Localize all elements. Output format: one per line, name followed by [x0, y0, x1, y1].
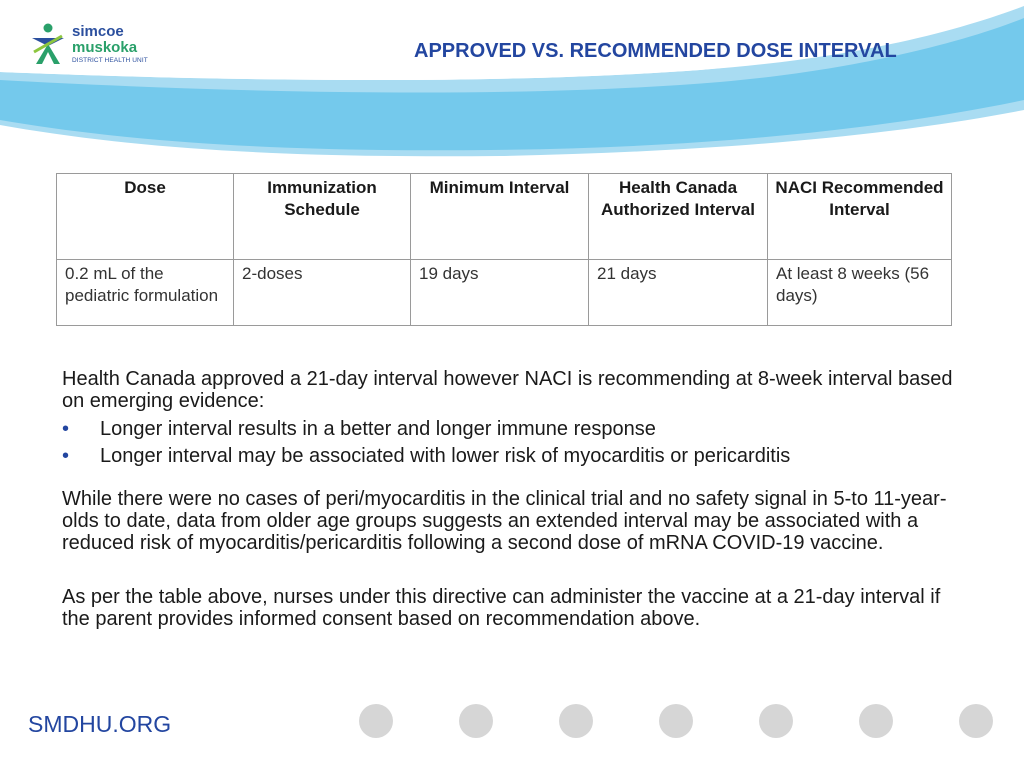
decorative-dot	[559, 704, 593, 738]
logo-line3: DISTRICT HEALTH UNIT	[72, 57, 148, 64]
logo	[28, 22, 178, 68]
directive-paragraph: As per the table above, nurses under this directive can administer the vaccine at a 21-day interval if the parent provides informed consent based on recommendation above.	[62, 586, 941, 630]
body-text	[62, 368, 972, 630]
decorative-dot	[359, 704, 393, 738]
list-item	[62, 445, 972, 472]
bullet-text: Longer interval may be associated with lower risk of myocarditis or pericarditis	[100, 445, 791, 467]
intro-paragraph: Health Canada approved a 21-day interval however NACI is recommending at 8-week interval based on emerging evidence:	[62, 368, 953, 412]
table-row	[57, 260, 952, 326]
page-title: APPROVED VS. RECOMMENDED DOSE INTERVAL	[414, 40, 897, 62]
dose-interval-table	[56, 173, 952, 326]
logo-figure-icon	[28, 22, 68, 66]
table-header-cell: NACI Recommended Interval	[768, 174, 952, 260]
decorative-dot	[859, 704, 893, 738]
table-header-cell: Dose	[57, 174, 234, 260]
table-cell: 21 days	[589, 260, 768, 326]
logo-line1: simcoe	[72, 23, 124, 40]
bullet-list	[62, 418, 972, 472]
table-header-cell: Immunization Schedule	[234, 174, 411, 260]
table-cell: At least 8 weeks (56 days)	[768, 260, 952, 326]
decorative-dot	[659, 704, 693, 738]
decorative-dot	[459, 704, 493, 738]
table-header-cell: Minimum Interval	[411, 174, 589, 260]
decorative-dot	[759, 704, 793, 738]
bullet-text: Longer interval results in a better and longer immune response	[100, 418, 656, 440]
list-item	[62, 418, 972, 445]
decorative-dot	[959, 704, 993, 738]
table-header-row	[57, 174, 952, 260]
table-cell: 0.2 mL of the pediatric formulation	[57, 260, 234, 326]
table-cell: 2-doses	[234, 260, 411, 326]
bullet-icon: •	[62, 445, 70, 467]
bullet-icon: •	[62, 418, 70, 440]
logo-line2: muskoka	[72, 39, 138, 56]
footer-website-link[interactable]: SMDHU.ORG	[28, 711, 172, 737]
evidence-paragraph: While there were no cases of peri/myocarditis in the clinical trial and no safety signal in 5-to 11-year-olds to date, data from older age groups suggests an extended interval may be associated with a reduced risk of myocarditis/pericarditis following a second dose of mRNA COVID-19 vaccine.	[62, 488, 947, 554]
table-header-cell: Health Canada Authorized Interval	[589, 174, 768, 260]
table-cell: 19 days	[411, 260, 589, 326]
